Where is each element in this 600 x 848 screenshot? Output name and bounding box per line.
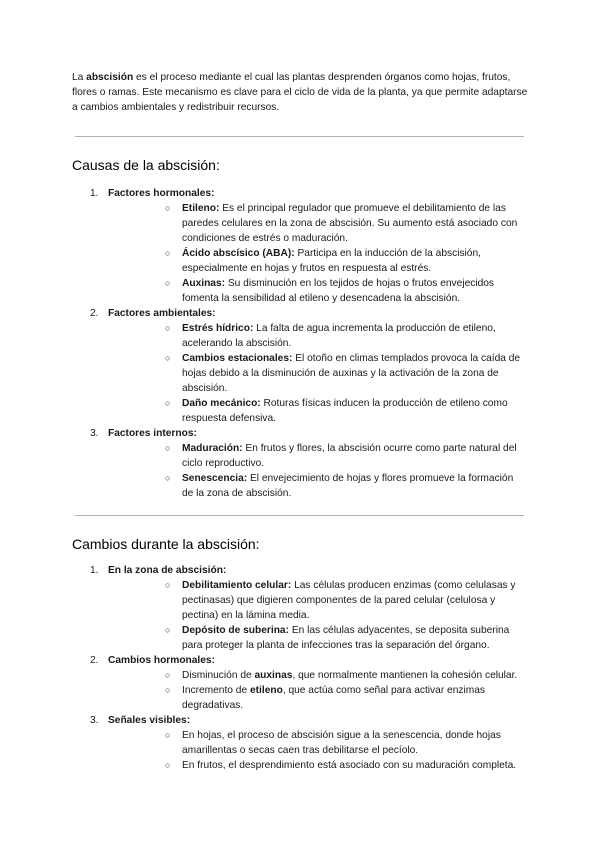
list-item bbox=[72, 426, 532, 501]
item-heading: Factores ambientales: bbox=[108, 308, 216, 319]
sub-item-text: Participa en la inducción de la abscisión, especialmente en hojas y frutos en respuesta al estrés. bbox=[182, 248, 481, 274]
hollow-bullet-icon: ○ bbox=[165, 685, 171, 695]
hollow-bullet-icon: ○ bbox=[165, 625, 171, 635]
hollow-bullet-icon: ○ bbox=[165, 670, 171, 680]
divider-2 bbox=[75, 515, 524, 516]
sub-list bbox=[108, 668, 532, 713]
sub-item-term: etileno bbox=[249, 685, 283, 696]
sub-item-text: Su disminución en los tejidos de hojas o frutos envejecidos fomenta la sensibilidad al etileno y desencadena la abscisión. bbox=[182, 278, 495, 304]
hollow-bullet-icon: ○ bbox=[165, 278, 171, 288]
item-heading: En la zona de abscisión: bbox=[108, 565, 227, 576]
list-item bbox=[72, 563, 532, 653]
sub-list bbox=[108, 201, 532, 306]
hollow-bullet-icon: ○ bbox=[165, 730, 171, 740]
hollow-bullet-icon: ○ bbox=[165, 760, 171, 770]
sub-item-text: En hojas, el proceso de abscisión sigue a la senescencia, donde hojas amarillentas o secas caen tras debilitarse el pecíolo. bbox=[182, 730, 501, 756]
sub-list-item bbox=[108, 321, 532, 351]
sub-item-text: Es el principal regulador que promueve el debilitamiento de las paredes celulares en la zona de abscisión. Su aumento está asociado con condiciones de estrés o maduración. bbox=[182, 203, 518, 244]
intro-prefix: La bbox=[72, 72, 87, 83]
list-item bbox=[72, 186, 532, 306]
list-item bbox=[72, 653, 532, 713]
section-title-causas: Causas de la abscisión: bbox=[72, 157, 220, 173]
sub-list-item bbox=[108, 758, 532, 773]
sub-list-item bbox=[108, 728, 532, 758]
sub-item-term: auxinas bbox=[254, 670, 293, 681]
item-number: 2. bbox=[90, 308, 99, 319]
hollow-bullet-icon: ○ bbox=[165, 398, 171, 408]
hollow-bullet-icon: ○ bbox=[165, 580, 171, 590]
sub-item-term: Cambios estacionales: bbox=[182, 353, 293, 364]
cambios-list bbox=[72, 563, 532, 773]
sub-list-item bbox=[108, 578, 532, 623]
sub-item-term: Estrés hídrico: bbox=[182, 323, 254, 334]
section-title-cambios: Cambios durante la abscisión: bbox=[72, 536, 260, 552]
item-heading: Señales visibles: bbox=[108, 715, 191, 726]
sub-list-item bbox=[108, 201, 532, 246]
sub-item-text: Las células producen enzimas (como celulasas y pectinasas) que digieren componentes de la pared celular (celulosa y pectina) en la lámina media. bbox=[182, 580, 516, 621]
sub-list-item bbox=[108, 441, 532, 471]
item-heading: Cambios hormonales: bbox=[108, 655, 215, 666]
sub-list bbox=[108, 728, 532, 773]
sub-list bbox=[108, 441, 532, 501]
hollow-bullet-icon: ○ bbox=[165, 323, 171, 333]
sub-item-text: El otoño en climas templados provoca la caída de hojas debido a la disminución de auxinas y la activación de la zona de abscisión. bbox=[182, 353, 521, 394]
sub-item-term: Depósito de suberina: bbox=[182, 625, 289, 636]
item-number: 1. bbox=[90, 188, 99, 199]
sub-item-text: Roturas físicas inducen la producción de etileno como respuesta defensiva. bbox=[182, 398, 508, 424]
sub-list-item bbox=[108, 246, 532, 276]
sub-item-lead: Disminución de bbox=[182, 670, 255, 681]
sub-item-lead: Incremento de bbox=[182, 685, 250, 696]
item-heading: Factores hormonales: bbox=[108, 188, 215, 199]
sub-item-term: Auxinas: bbox=[182, 278, 226, 289]
sub-item-text: En frutos, el desprendimiento está asociado con su maduración completa. bbox=[182, 760, 517, 771]
sub-list bbox=[108, 578, 532, 653]
intro-paragraph bbox=[72, 70, 532, 115]
sub-list bbox=[108, 321, 532, 426]
sub-item-text: El envejecimiento de hojas y flores promueve la formación de la zona de abscisión. bbox=[182, 473, 514, 499]
list-item bbox=[72, 306, 532, 426]
sub-item-text: , que normalmente mantienen la cohesión celular. bbox=[292, 670, 518, 681]
causas-list bbox=[72, 186, 532, 501]
sub-item-term: Maduración: bbox=[182, 443, 243, 454]
sub-item-text: En frutos y flores, la abscisión ocurre como parte natural del ciclo reproductivo. bbox=[182, 443, 517, 469]
sub-list-item bbox=[108, 471, 532, 501]
sub-item-text: La falta de agua incrementa la producción de etileno, acelerando la abscisión. bbox=[182, 323, 496, 349]
sub-item-term: Daño mecánico: bbox=[182, 398, 261, 409]
hollow-bullet-icon: ○ bbox=[165, 203, 171, 213]
sub-list-item bbox=[108, 623, 532, 653]
sub-list-item bbox=[108, 683, 532, 713]
list-item bbox=[72, 713, 532, 773]
sub-list-item bbox=[108, 351, 532, 396]
hollow-bullet-icon: ○ bbox=[165, 443, 171, 453]
sub-item-text: En las células adyacentes, se deposita suberina para proteger la planta de infecciones tras la separación del órgano. bbox=[182, 625, 510, 651]
item-heading: Factores internos: bbox=[108, 428, 197, 439]
sub-list-item bbox=[108, 276, 532, 306]
sub-item-term: Debilitamiento celular: bbox=[182, 580, 292, 591]
intro-term: abscisión bbox=[86, 72, 134, 83]
item-number: 3. bbox=[90, 428, 99, 439]
hollow-bullet-icon: ○ bbox=[165, 248, 171, 258]
sub-list-item bbox=[108, 396, 532, 426]
item-number: 2. bbox=[90, 655, 99, 666]
sub-item-term: Senescencia: bbox=[182, 473, 248, 484]
hollow-bullet-icon: ○ bbox=[165, 353, 171, 363]
sub-item-term: Etileno: bbox=[182, 203, 220, 214]
sub-list-item bbox=[108, 668, 532, 683]
item-number: 3. bbox=[90, 715, 99, 726]
item-number: 1. bbox=[90, 565, 99, 576]
divider-1 bbox=[75, 136, 524, 137]
sub-item-text: , que actúa como señal para activar enzimas degradativas. bbox=[182, 685, 485, 711]
intro-text: es el proceso mediante el cual las plantas desprenden órganos como hojas, frutos, flores o ramas. Este mecanismo es clave para el ciclo de vida de la planta, ya que permite adaptarse a cambios ambientales y redistribuir recursos. bbox=[72, 72, 528, 113]
sub-item-term: Ácido abscísico (ABA): bbox=[182, 248, 295, 259]
hollow-bullet-icon: ○ bbox=[165, 473, 171, 483]
